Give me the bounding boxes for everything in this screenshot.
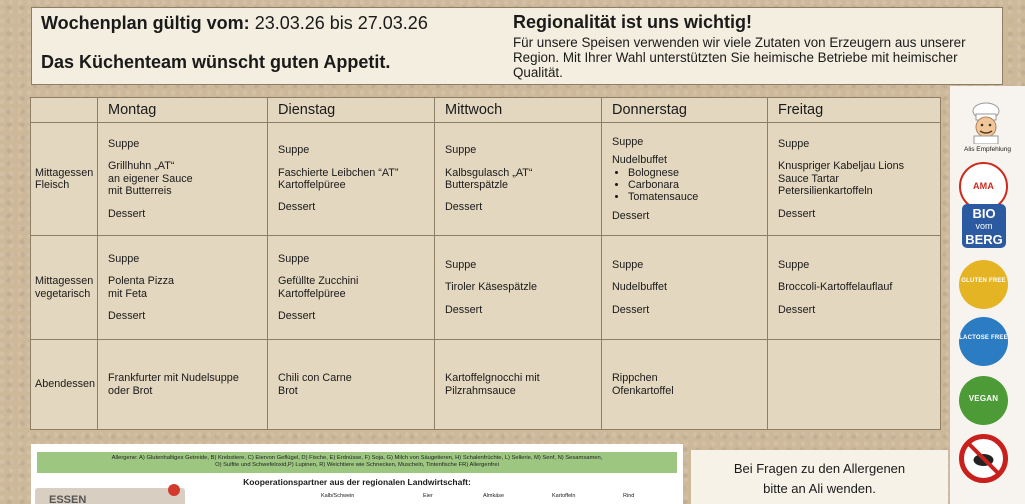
partner-col: Eier: [423, 493, 433, 499]
dessert: Dessert: [108, 309, 146, 322]
bio-line3: BERG: [965, 232, 1003, 247]
lactose-free-label: LACTOSE FREE: [959, 335, 1008, 341]
cell-abend-do: [602, 340, 768, 430]
cell-abend-mi: [435, 340, 602, 430]
dinner-line2: Brot: [278, 384, 298, 397]
regional-box: [513, 12, 983, 80]
vegan-label: VEGAN: [968, 394, 999, 403]
soup: Suppe: [778, 137, 810, 150]
essen-sign: ESSEN: [35, 488, 185, 504]
soup: Suppe: [445, 144, 477, 157]
main-dish-line2: Butterspätzle: [445, 179, 509, 191]
dessert: Dessert: [278, 309, 316, 322]
day-wednesday: Mittwoch: [435, 98, 602, 123]
row-label-vegetarisch: Mittagessen vegetarisch: [31, 236, 98, 340]
main-dish: Knuspriger Kabeljau Lions: [778, 160, 905, 173]
gluten-free-label: GLUTEN FREE: [961, 278, 1006, 284]
row-label-fleisch: Mittagessen Fleisch: [31, 123, 98, 236]
label-sidebar: [950, 86, 1025, 504]
partner-col: Kalb/Schwein: [321, 493, 355, 499]
dessert: Dessert: [778, 207, 816, 220]
dessert: Dessert: [278, 201, 316, 214]
cell-veg-di: [268, 236, 435, 340]
cell-veg-mo: [98, 236, 268, 340]
main-dish: Gefüllte Zucchini: [278, 275, 359, 288]
partner-col: Kartoffeln: [552, 493, 576, 499]
dessert: Dessert: [778, 303, 816, 316]
main-dish-line2: Kartoffelpüree: [278, 179, 346, 191]
kitchen-greeting: Das Küchenteam wünscht guten Appetit.: [41, 52, 391, 72]
soup: Suppe: [778, 258, 810, 271]
row-abend: [31, 340, 941, 430]
main-dish-line2: an eigener Sauce: [108, 172, 193, 185]
main-dish: Faschierte Leibchen “AT”: [278, 166, 399, 179]
allergen-note-line1: Bei Fragen zu den Allergenen: [733, 461, 906, 476]
day-monday: Montag: [98, 98, 268, 123]
cell-abend-di: [268, 340, 435, 430]
main-dish: Tiroler Käsespätzle: [445, 281, 538, 294]
cell-fleisch-fr: [768, 123, 941, 236]
main-dish: Nudelbuffet: [612, 154, 668, 167]
dessert: Dessert: [445, 201, 483, 214]
no-pork-icon: [959, 434, 1008, 483]
cell-veg-fr: [768, 236, 941, 340]
bio-line1: BIO: [972, 206, 996, 221]
main-dish-line3: mit Butterreis: [108, 185, 172, 198]
main-dish-line2: Sauce Tartar: [778, 172, 840, 185]
list-item: • Tomatensauce: [628, 191, 767, 203]
soup: Suppe: [612, 135, 644, 148]
dessert: Dessert: [612, 303, 650, 316]
regional-text: Für unsere Speisen verwenden wir viele Zutaten von Erzeugern aus unserer Region. Mit Ihrer Wahl unterstützten Sie heimische Betriebe mit heimischer Qualität.: [513, 35, 966, 80]
main-dish: Polenta Pizza: [108, 275, 175, 288]
cell-abend-fr: [768, 340, 941, 430]
chef-icon: [964, 102, 1008, 144]
dessert: Dessert: [445, 303, 483, 316]
crossed-pig-icon: [964, 439, 1003, 478]
cell-fleisch-mi: [435, 123, 602, 236]
week-title-label: Wochenplan gültig vom:: [41, 13, 250, 33]
list-item: • Carbonara: [628, 179, 767, 191]
row-fleisch: [31, 123, 941, 236]
regional-title: Regionalität ist uns wichtig!: [513, 12, 753, 32]
dinner-line2: oder Brot: [108, 384, 153, 397]
bio-vom-berg-icon: [962, 204, 1006, 248]
dinner-line1: Rippchen: [612, 372, 658, 385]
cell-fleisch-do: [602, 123, 768, 236]
chef-caption: Alis Empfehlung: [964, 146, 1011, 153]
allergen-line2: O) Sulfite und Schwefeloxid,P) Lupinen, R) Weichtiere wie Schnecken, Muscheln, Tintenfische FR) Allergenfrei: [215, 462, 499, 468]
dessert: Dessert: [108, 207, 146, 220]
partner-col: Rind: [623, 493, 635, 499]
main-dish: Nudelbuffet: [612, 281, 668, 294]
dinner-line1: Kartoffelgnocchi mit: [445, 372, 540, 385]
vegan-icon: [959, 376, 1008, 425]
allergen-line1: Allergene: A) Glutenhaltiges Getreide, B) Krebstiere, C) Eiervon Geflügel, D) Fische, E) Erdnüsse, F) Soja, G) Milch von Säugetieren, H) Schalenfrüchte, L) Sellerie, M) Senf, N) Sesamsamen,: [111, 455, 603, 461]
allergen-poster: [31, 444, 683, 504]
header-box: [31, 7, 1003, 85]
lactose-free-icon: [959, 317, 1008, 366]
dinner-line1: Frankfurter mit Nudelsuppe: [108, 372, 239, 385]
soup: Suppe: [278, 252, 310, 265]
gluten-free-icon: [959, 260, 1008, 309]
soup: Suppe: [108, 137, 140, 150]
partner-col: Almkäse: [483, 493, 505, 499]
soup: Suppe: [612, 258, 644, 271]
main-dish-line3: Petersilienkartoffeln: [778, 185, 873, 198]
cell-veg-do: [602, 236, 768, 340]
day-thursday: Donnerstag: [602, 98, 768, 123]
cell-fleisch-di: [268, 123, 435, 236]
week-title: [41, 13, 428, 34]
dessert: Dessert: [612, 209, 650, 222]
soup: Suppe: [445, 258, 477, 271]
cell-abend-mo: [98, 340, 268, 430]
allergen-note-line2: bitte an Ali wenden.: [763, 481, 876, 496]
corner-cell: [31, 98, 98, 123]
pasta-sauce-list: [612, 167, 767, 204]
cell-veg-mi: [435, 236, 602, 340]
main-dish: Kalbsgulasch „AT“: [445, 166, 533, 179]
menu-table: [30, 97, 941, 430]
main-dish-line2: Kartoffelpüree: [278, 287, 346, 300]
dinner-line1: Chili con Carne: [278, 372, 352, 385]
day-tuesday: Dienstag: [268, 98, 435, 123]
day-header-row: [31, 98, 941, 123]
week-header: [41, 13, 428, 34]
main-dish-line2: mit Feta: [108, 287, 147, 300]
allergen-legend: [37, 452, 677, 473]
soup: Suppe: [108, 252, 140, 265]
row-label-abend: Abendessen: [31, 340, 98, 430]
week-date-range: 23.03.26 bis 27.03.26: [254, 13, 428, 33]
dinner-line2: Pilzrahmsauce: [445, 384, 516, 397]
allergen-note: [691, 450, 948, 504]
main-dish: Grillhuhn „AT“: [108, 160, 175, 173]
cell-fleisch-mo: [98, 123, 268, 236]
dinner-line2: Ofenkartoffel: [612, 384, 674, 397]
day-friday: Freitag: [768, 98, 941, 123]
bio-line2: vom: [975, 221, 993, 231]
list-item: • Bolognese: [628, 167, 767, 179]
stop-sign-icon: [168, 484, 180, 496]
main-dish: Broccoli-Kartoffelauflauf: [778, 281, 893, 294]
ama-label: AMA: [972, 181, 995, 191]
row-vegetarisch: [31, 236, 941, 340]
soup: Suppe: [278, 144, 310, 157]
coop-title: Kooperationspartner aus der regionalen Landwirtschaft:: [243, 477, 471, 487]
